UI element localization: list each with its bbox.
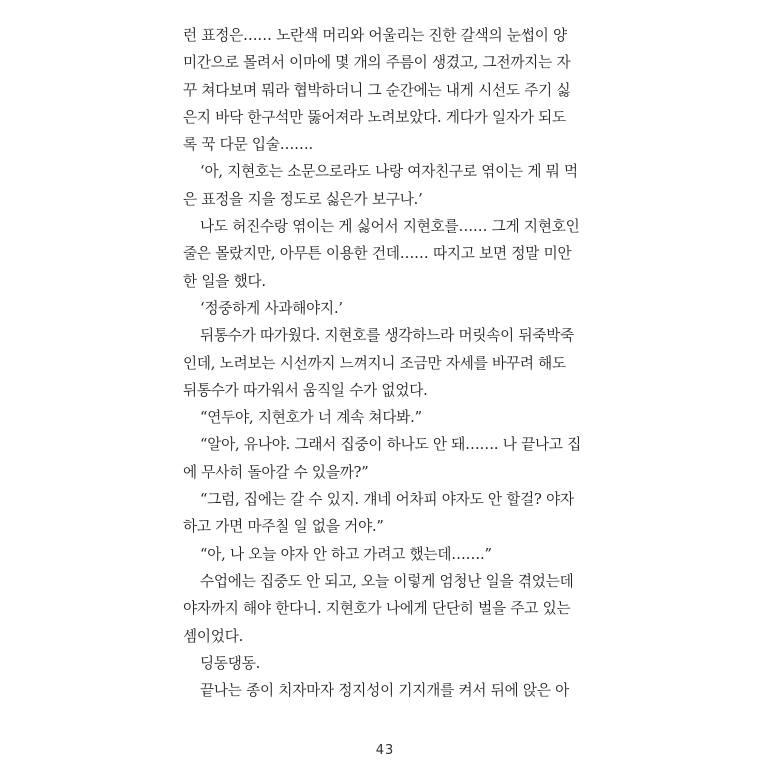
text-line: “그럼, 집에는 갈 수 있지. 걔네 어차피 야자도 안 할걸? 야자	[200, 491, 574, 509]
text-line: 은지 바닥 한구석만 뚫어져라 노려보았다. 게다가 일자가 되도	[183, 108, 566, 126]
text-line: 셈이었다.	[183, 627, 244, 645]
text-line: “연두야, 지현호가 너 계속 쳐다봐.”	[200, 409, 422, 427]
page-number: 43	[375, 743, 395, 758]
text-line: 수업에는 집중도 안 되고, 오늘 이렇게 엄청난 일을 겪었는데	[200, 572, 574, 590]
text-line: 한 일을 했다.	[183, 272, 266, 290]
text-line: 인데, 노려보는 시선까지 느껴지니 조금만 자세를 바꾸려 해도	[183, 354, 566, 372]
text-line: ‘아, 지현호는 소문으로라도 나랑 여자친구로 엮이는 게 뭐 먹	[200, 163, 578, 181]
text-line: 에 무사히 돌아갈 수 있을까?”	[183, 463, 369, 481]
text-line: 끝나는 종이 치자마자 정지성이 기지개를 켜서 뒤에 앉은 아	[200, 682, 570, 700]
text-line: 은 표정을 지을 정도로 싫은가 보구나.’	[183, 190, 423, 208]
text-line: 뒤통수가 따가웠다. 지현호를 생각하느라 머릿속이 뒤죽박죽	[200, 327, 575, 345]
text-line: 딩동댕동.	[200, 654, 261, 672]
text-line: 꾸 쳐다보며 뭐라 협박하더니 그 순간에는 내게 시선도 주기 싫	[183, 81, 571, 99]
text-line: 야자까지 해야 한다니. 지현호가 나에게 단단히 벌을 주고 있는	[183, 600, 571, 618]
text-line: ‘정중하게 사과해야지.’	[200, 299, 343, 317]
text-line: 뒤통수가 따가워서 움직일 수가 없었다.	[183, 381, 428, 399]
text-line: 미간으로 몰려서 이마에 몇 개의 주름이 생겼고, 그전까지는 자	[183, 54, 571, 72]
text-line: “알아, 유나야. 그래서 집중이 하나도 안 돼……. 나 끝나고 집	[200, 436, 582, 454]
text-line: “아, 나 오늘 야자 안 하고 가려고 했는데…….”	[200, 545, 492, 563]
body-text	[183, 22, 583, 704]
text-line: 줄은 몰랐지만, 아무튼 이용한 건데…… 따지고 보면 정말 미안	[183, 245, 572, 263]
text-line: 하고 가면 마주칠 일 없을 거야.”	[183, 518, 384, 536]
text-line: 록 꾹 다문 입술…….	[183, 136, 313, 154]
text-line: 나도 허진수랑 엮이는 게 싫어서 지현호를…… 그게 지현호인	[200, 218, 580, 236]
text-line: 런 표정은…… 노란색 머리와 어울리는 진한 갈색의 눈썹이 양	[183, 27, 567, 44]
